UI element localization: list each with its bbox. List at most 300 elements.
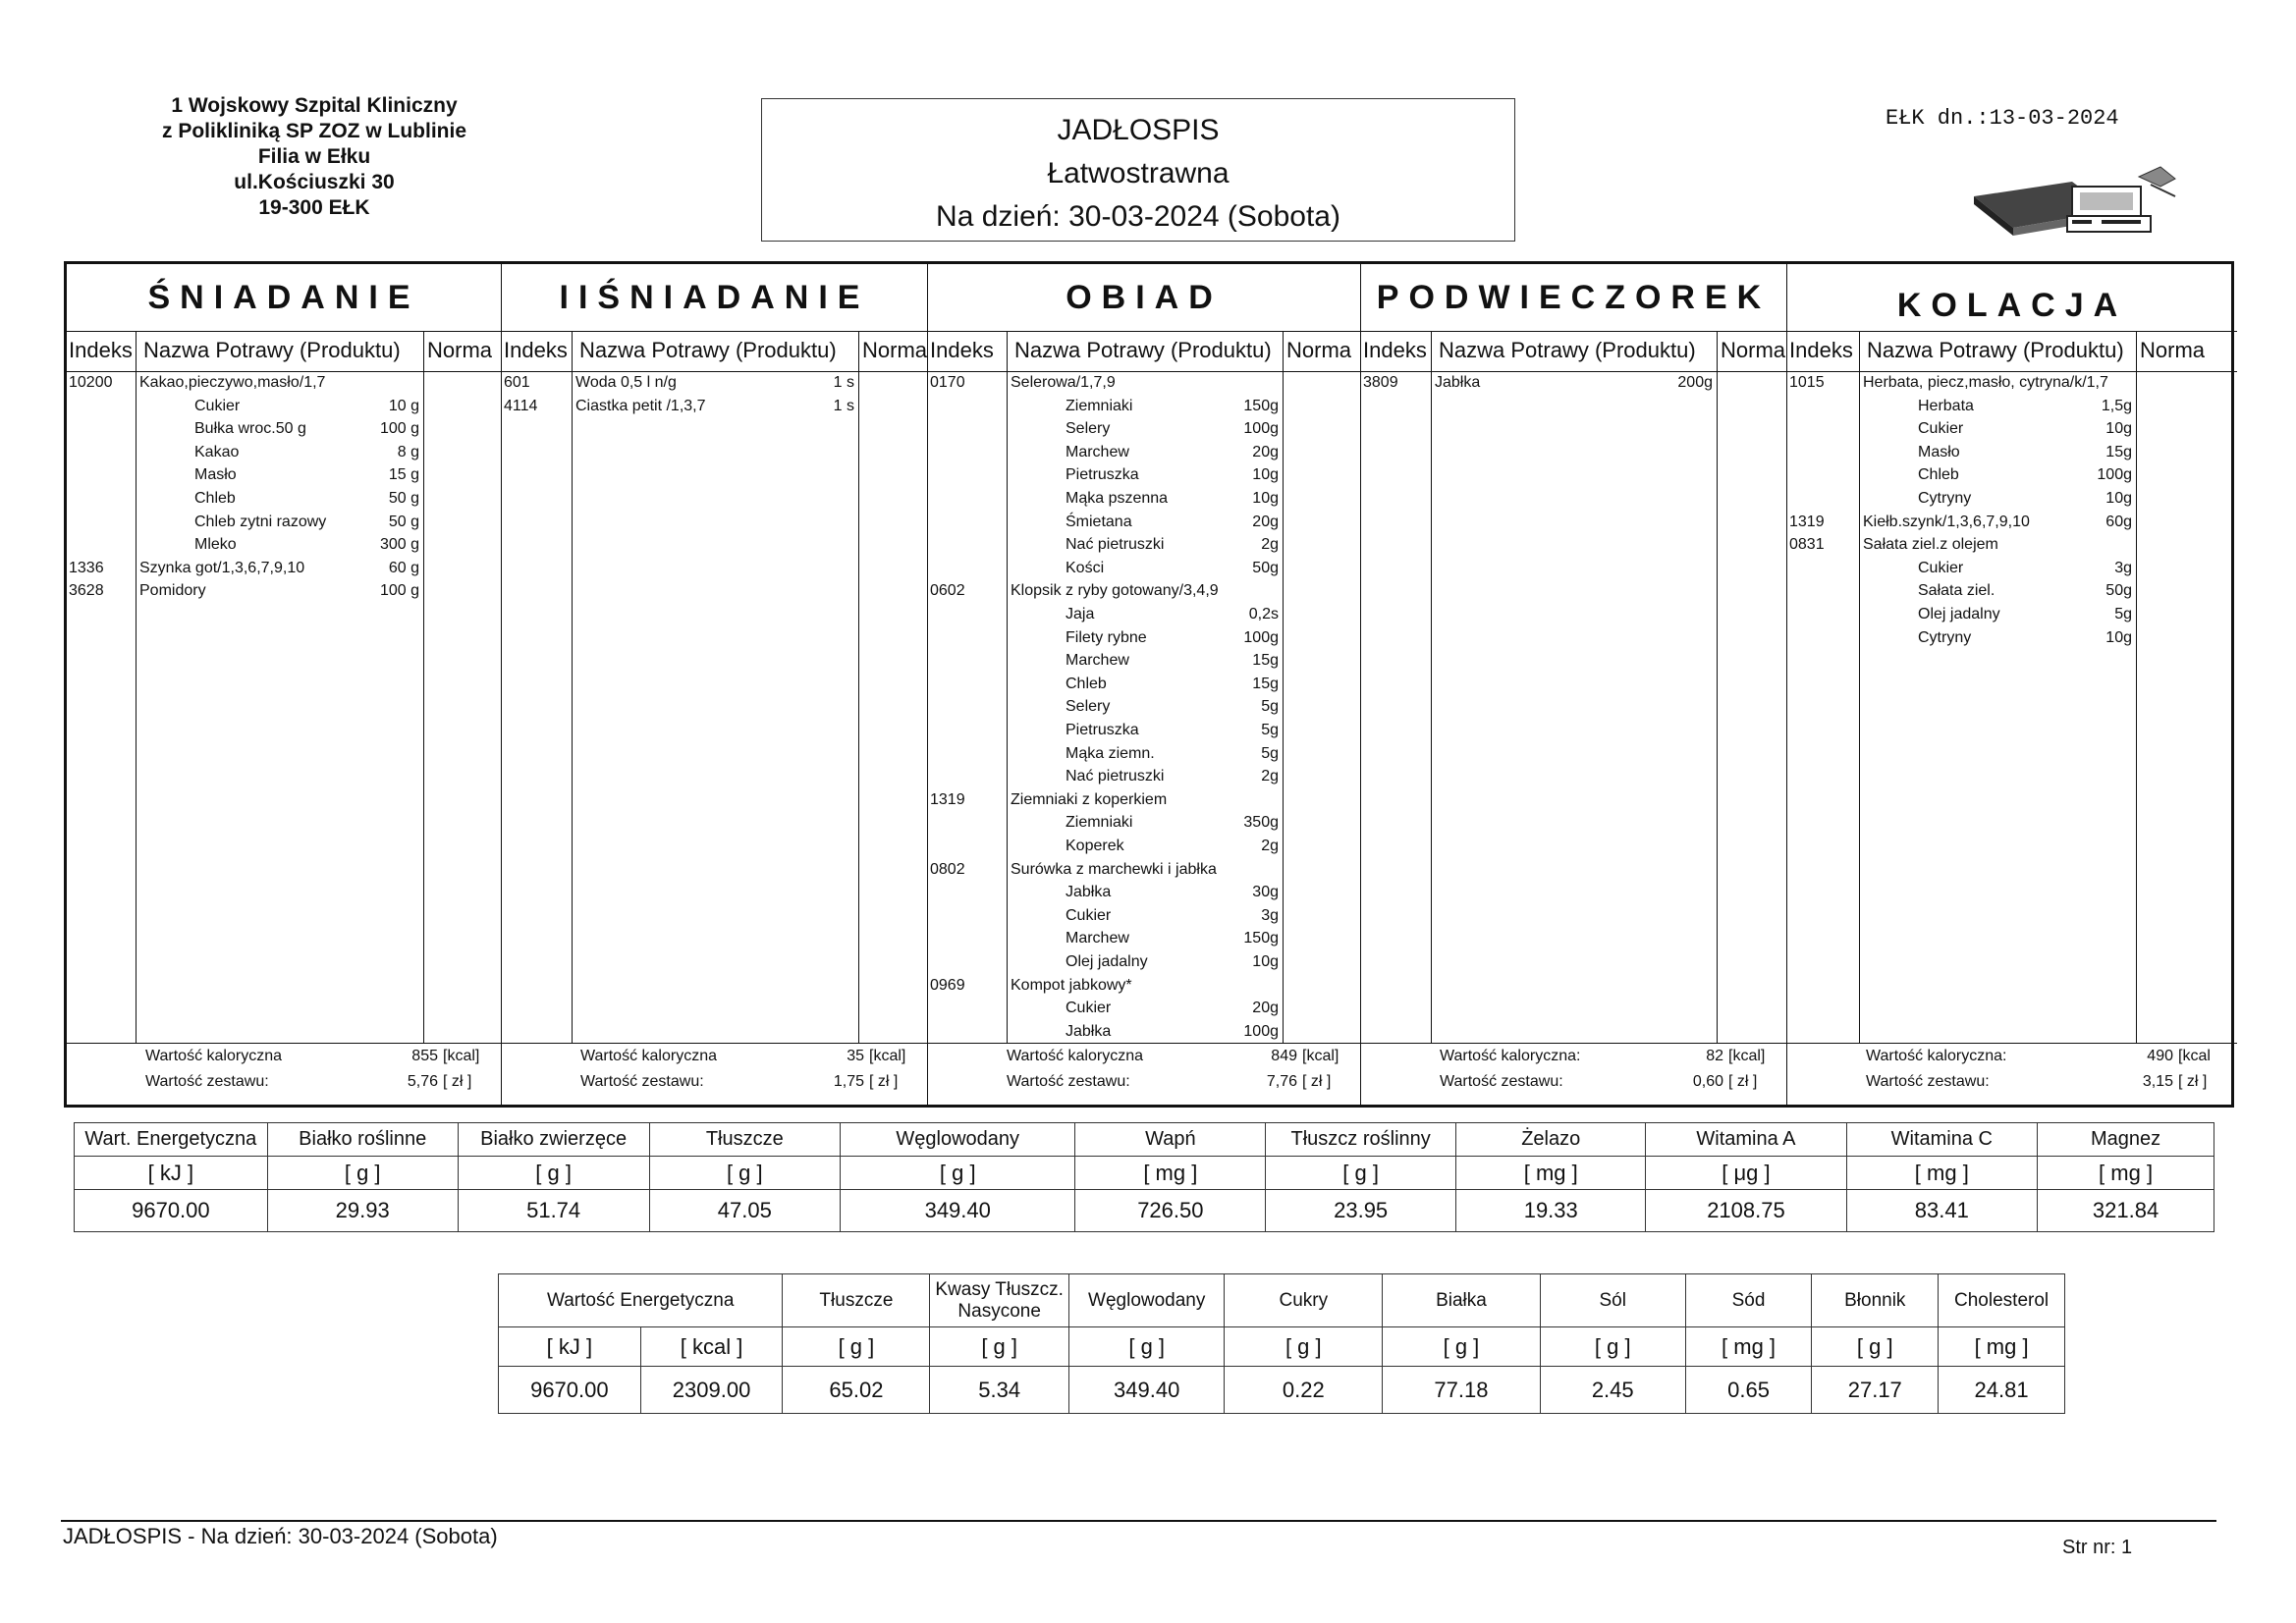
meal-item-row <box>928 838 1360 859</box>
nutrient-label: Węglowodany <box>1068 1274 1225 1327</box>
meal-item-row <box>928 930 1360 951</box>
meal-column <box>1787 264 2237 1105</box>
nutrient-unit: [ g ] <box>930 1327 1069 1367</box>
kcal-value: 82 <box>1706 1048 1723 1064</box>
item-norm: 50 g <box>388 490 419 507</box>
nutrient-value: 24.81 <box>1939 1367 2065 1414</box>
energy-kcal-unit: [ kcal ] <box>640 1327 783 1367</box>
cost-label: Wartość zestawu: <box>1007 1073 1130 1090</box>
column-headers <box>928 331 1360 372</box>
item-index: 10200 <box>69 374 113 391</box>
page-title: JADŁOSPIS <box>1057 114 1220 146</box>
item-index: 0170 <box>930 374 965 391</box>
meal-item-row <box>67 466 501 488</box>
meal-item-row <box>928 490 1360 512</box>
nutrient-label: Cukry <box>1225 1274 1383 1327</box>
menu-date: Na dzień: 30-03-2024 (Sobota) <box>936 200 1340 233</box>
hospital-branch: Filia w Ełku <box>257 145 371 168</box>
item-name: Sałata ziel. <box>1918 582 1995 600</box>
item-name: Bułka wroc.50 g <box>194 420 306 438</box>
nutrient-unit: [ g ] <box>649 1157 840 1190</box>
meal-item-row <box>1787 582 2237 604</box>
meal-item-row <box>928 907 1360 929</box>
kcal-unit: [kcal] <box>869 1048 906 1064</box>
item-norm: 5g <box>1261 744 1279 762</box>
column-headers <box>67 331 501 372</box>
meal-item-row <box>502 374 927 396</box>
hospital-street: ul.Kościuszki 30 <box>234 171 395 193</box>
cost-value: 5,76 <box>407 1073 438 1090</box>
item-norm: 60 g <box>388 559 419 576</box>
nutrient-value: 83.41 <box>1846 1190 2038 1232</box>
column-header-index: Indeks <box>504 338 568 362</box>
meal-title: KOLACJA <box>1896 287 2128 324</box>
meal-column <box>502 264 928 1105</box>
meal-item-row <box>928 676 1360 697</box>
item-name: Nać pietruszki <box>1066 536 1165 554</box>
item-norm: 10g <box>1252 953 1279 970</box>
meal-item-row <box>928 814 1360 836</box>
nutrient-label: Wart. Energetyczna <box>75 1123 268 1157</box>
item-norm: 15g <box>1252 652 1279 670</box>
nutrient-value: 321.84 <box>2038 1190 2214 1232</box>
nutrient-unit: [ mg ] <box>1846 1157 2038 1190</box>
item-name: Sałata ziel.z olejem <box>1863 536 1998 554</box>
item-name: Jabłka <box>1066 1022 1112 1040</box>
column-header-norm: Norma <box>1721 338 1786 362</box>
meal-item-row <box>928 560 1360 581</box>
item-index: 601 <box>504 374 530 391</box>
nutrient-unit: [ g ] <box>1383 1327 1541 1367</box>
meal-item-row <box>1787 536 2237 558</box>
item-norm: 15 g <box>388 466 419 484</box>
kcal-label: Wartość kaloryczna <box>580 1048 717 1064</box>
column-header-name: Nazwa Potrawy (Produktu) <box>143 338 401 362</box>
meal-totals <box>67 1043 501 1105</box>
column-header-norm: Norma <box>1286 338 1352 362</box>
nutrient-value: 77.18 <box>1383 1367 1541 1414</box>
item-norm: 1 s <box>833 397 854 414</box>
item-name: Selery <box>1066 698 1111 716</box>
meal-column <box>1361 264 1787 1105</box>
item-norm: 10g <box>1252 466 1279 484</box>
item-norm: 8 g <box>397 443 419 460</box>
column-header-index: Indeks <box>930 338 994 362</box>
meal-title: ŚNIADANIE <box>147 279 420 316</box>
item-norm: 10g <box>1252 490 1279 507</box>
kcal-label: Wartość kaloryczna: <box>1440 1048 1581 1064</box>
energy-label: Wartość Energetyczna <box>499 1274 783 1327</box>
kcal-unit: [kcal <box>2178 1048 2211 1064</box>
item-name: Marchew <box>1066 930 1129 947</box>
nutrient-label: Witamina A <box>1646 1123 1846 1157</box>
title-box <box>761 98 1515 242</box>
hospital-parent: z Polikliniką SP ZOZ w Lublinie <box>162 120 466 142</box>
item-index: 1336 <box>69 559 104 576</box>
item-name: Mąka ziemn. <box>1066 744 1155 762</box>
nutrient-label: Węglowodany <box>840 1123 1074 1157</box>
nutrition-label-table <box>498 1273 2065 1414</box>
kcal-value: 855 <box>411 1048 438 1064</box>
meal-item-row <box>67 374 501 396</box>
meal-item-row <box>928 698 1360 720</box>
meal-item-row <box>928 953 1360 975</box>
energy-kcal-value: 2309.00 <box>640 1367 783 1414</box>
meal-column <box>928 264 1361 1105</box>
item-name: Chleb <box>1066 675 1107 692</box>
cost-unit: [ zł ] <box>1302 1073 1332 1090</box>
item-norm: 10g <box>2105 628 2132 646</box>
meal-grid <box>64 261 2234 1108</box>
item-norm: 5g <box>1261 698 1279 716</box>
item-name: Olej jadalny <box>1918 606 2000 622</box>
item-name: Marchew <box>1066 652 1129 670</box>
nutrient-label: Białko roślinne <box>267 1123 458 1157</box>
nutrient-unit: [ mg ] <box>1075 1157 1266 1190</box>
cost-label: Wartość zestawu: <box>580 1073 704 1090</box>
item-name: Woda 0,5 l n/g <box>575 374 677 391</box>
nutrient-unit: [ g ] <box>840 1157 1074 1190</box>
meal-item-row <box>928 514 1360 535</box>
item-norm: 100 g <box>379 582 419 600</box>
item-name: Olej jadalny <box>1066 953 1148 970</box>
column-header-norm: Norma <box>2140 338 2206 362</box>
meal-item-row <box>67 490 501 512</box>
item-norm: 100g <box>2097 466 2132 484</box>
cost-label: Wartość zestawu: <box>1866 1073 1990 1090</box>
diet-name: Łatwostrawna <box>1047 157 1230 189</box>
nutrient-label: Białka <box>1383 1274 1541 1327</box>
column-header-index: Indeks <box>1789 338 1853 362</box>
item-name: Selery <box>1066 420 1111 438</box>
item-name: Cytryny <box>1918 628 1972 646</box>
cost-value: 0,60 <box>1692 1073 1723 1090</box>
item-name: Kości <box>1066 559 1105 576</box>
item-name: Cukier <box>1066 1000 1112 1017</box>
cost-label: Wartość zestawu: <box>145 1073 269 1090</box>
item-name: Ziemniaki <box>1066 814 1133 832</box>
meal-title: IIŚNIADANIE <box>559 279 870 316</box>
nutrient-unit: [ g ] <box>1540 1327 1685 1367</box>
meal-item-row <box>928 745 1360 767</box>
item-name: Herbata, piecz,masło, cytryna/k/1,7 <box>1863 374 2108 391</box>
nutrient-label: Tłuszcze <box>649 1123 840 1157</box>
meal-title: PODWIECZOREK <box>1376 279 1772 316</box>
item-norm: 5g <box>1261 722 1279 738</box>
cost-unit: [ zł ] <box>2178 1073 2208 1090</box>
meal-item-row <box>67 536 501 558</box>
issue-date-stamp: EŁK dn.:13-03-2024 <box>1886 106 2119 131</box>
item-name: Marchew <box>1066 443 1129 460</box>
item-norm: 15g <box>2105 443 2132 460</box>
item-norm: 20g <box>1252 443 1279 460</box>
nutrient-label: Kwasy Tłuszcz. Nasycone <box>930 1274 1069 1327</box>
column-headers <box>1361 331 1786 372</box>
meal-item-row <box>928 884 1360 905</box>
item-name: Śmietana <box>1066 513 1132 530</box>
item-name: Koperek <box>1066 838 1124 854</box>
item-name: Herbata <box>1918 397 1974 414</box>
meal-item-row <box>928 1023 1360 1045</box>
cost-unit: [ zł ] <box>443 1073 472 1090</box>
meal-item-row <box>67 560 501 581</box>
nutrient-unit: [ mg ] <box>1685 1327 1812 1367</box>
hospital-address <box>128 93 501 221</box>
meal-item-row <box>1787 420 2237 442</box>
item-name: Masło <box>1918 443 1960 460</box>
meal-item-row <box>1361 374 1786 396</box>
item-norm: 100 g <box>379 420 419 438</box>
kcal-label: Wartość kaloryczna: <box>1866 1048 2007 1064</box>
item-norm: 150g <box>1243 930 1279 947</box>
item-name: Jaja <box>1066 606 1095 622</box>
nutrient-unit: [ g ] <box>783 1327 930 1367</box>
nutrient-label: Sód <box>1685 1274 1812 1327</box>
item-name: Chleb zytni razowy <box>194 513 327 530</box>
nutrient-value: 5.34 <box>930 1367 1069 1414</box>
item-norm: 3g <box>1261 906 1279 924</box>
meal-item-row <box>1787 560 2237 581</box>
meal-item-row <box>928 652 1360 674</box>
meal-item-row <box>928 861 1360 883</box>
meal-totals <box>928 1043 1360 1105</box>
meal-item-row <box>928 444 1360 465</box>
item-norm: 2g <box>1261 838 1279 854</box>
item-name: Nać pietruszki <box>1066 768 1165 785</box>
energy-kj-value: 9670.00 <box>499 1367 641 1414</box>
column-divider <box>572 331 573 1044</box>
meal-item-row <box>1787 466 2237 488</box>
item-norm: 0,2s <box>1248 606 1279 622</box>
meal-title: OBIAD <box>1066 279 1223 316</box>
item-name: Pomidory <box>139 582 206 600</box>
nutrient-label: Sól <box>1540 1274 1685 1327</box>
meal-item-row <box>1787 490 2237 512</box>
item-name: Ziemniaki <box>1066 397 1133 414</box>
column-header-index: Indeks <box>69 338 133 362</box>
item-index: 1015 <box>1789 374 1825 391</box>
item-norm: 50 g <box>388 513 419 530</box>
meal-item-row <box>67 444 501 465</box>
column-divider <box>1717 331 1718 1044</box>
nutrient-value: 2108.75 <box>1646 1190 1846 1232</box>
item-name: Pietruszka <box>1066 722 1139 738</box>
meal-item-row <box>928 1000 1360 1021</box>
item-norm: 150g <box>1243 397 1279 414</box>
meal-totals <box>502 1043 927 1105</box>
meal-item-row <box>928 466 1360 488</box>
nutrient-label: Błonnik <box>1812 1274 1939 1327</box>
item-norm: 300 g <box>379 536 419 554</box>
item-norm: 3g <box>2114 559 2132 576</box>
item-name: Mąka pszenna <box>1066 490 1169 507</box>
item-name: Surówka z marchewki i jabłka <box>1011 860 1217 878</box>
meal-item-row <box>67 514 501 535</box>
book-computer-icon <box>1964 157 2190 245</box>
item-norm: 100g <box>1243 1022 1279 1040</box>
item-name: Ziemniaki z koperkiem <box>1011 790 1168 808</box>
meal-item-row <box>928 582 1360 604</box>
item-norm: 20g <box>1252 1000 1279 1017</box>
nutrient-unit: [ kJ ] <box>75 1157 268 1190</box>
column-headers <box>502 331 927 372</box>
item-norm: 1,5g <box>2101 397 2132 414</box>
cost-value: 7,76 <box>1266 1073 1297 1090</box>
nutrient-unit: [ mg ] <box>1456 1157 1646 1190</box>
column-divider <box>1431 331 1432 1044</box>
item-name: Jabłka <box>1435 374 1481 391</box>
nutrient-label: Witamina C <box>1846 1123 2038 1157</box>
nutrient-value: 47.05 <box>649 1190 840 1232</box>
nutrient-label: Cholesterol <box>1939 1274 2065 1327</box>
hospital-city: 19-300 EŁK <box>258 196 370 219</box>
kcal-value: 849 <box>1271 1048 1297 1064</box>
meal-item-row <box>1787 444 2237 465</box>
column-header-norm: Norma <box>427 338 493 362</box>
item-index: 3809 <box>1363 374 1398 391</box>
item-name: Kakao <box>194 443 240 460</box>
nutrient-unit: [ μg ] <box>1646 1157 1846 1190</box>
item-name: Cukier <box>1918 559 1964 576</box>
nutrient-value: 23.95 <box>1266 1190 1456 1232</box>
cost-value: 3,15 <box>2142 1073 2173 1090</box>
meal-item-row <box>1787 606 2237 627</box>
column-header-index: Indeks <box>1363 338 1427 362</box>
item-index: 4114 <box>504 397 538 414</box>
item-name: Pietruszka <box>1066 466 1139 484</box>
item-norm: 10g <box>2105 420 2132 438</box>
cost-unit: [ zł ] <box>1728 1073 1758 1090</box>
footer-divider <box>61 1520 2216 1522</box>
item-norm: 5g <box>2114 606 2132 622</box>
item-name: Jabłka <box>1066 884 1112 901</box>
kcal-unit: [kcal] <box>1302 1048 1339 1064</box>
meal-item-row <box>1787 398 2237 419</box>
nutrient-label: Magnez <box>2038 1123 2214 1157</box>
nutrient-unit: [ mg ] <box>1939 1327 2065 1367</box>
item-norm: 15g <box>1252 675 1279 692</box>
nutrient-value: 2.45 <box>1540 1367 1685 1414</box>
item-index: 1319 <box>1789 513 1825 530</box>
item-name: Masło <box>194 466 237 484</box>
nutrient-value: 9670.00 <box>75 1190 268 1232</box>
item-name: Szynka got/1,3,6,7,9,10 <box>139 559 305 576</box>
item-norm: 350g <box>1243 814 1279 832</box>
item-index: 0802 <box>930 860 965 878</box>
nutrient-unit: [ g ] <box>1266 1157 1456 1190</box>
meal-item-row <box>67 582 501 604</box>
nutrient-value: 19.33 <box>1456 1190 1646 1232</box>
meal-item-row <box>928 536 1360 558</box>
meal-item-row <box>928 398 1360 419</box>
meal-item-row <box>1787 629 2237 651</box>
meal-item-row <box>67 420 501 442</box>
meal-totals <box>1361 1043 1786 1105</box>
meal-item-row <box>928 374 1360 396</box>
meal-column <box>67 264 502 1105</box>
nutrient-unit: [ g ] <box>458 1157 649 1190</box>
item-name: Selerowa/1,7,9 <box>1011 374 1116 391</box>
nutrient-unit: [ g ] <box>1812 1327 1939 1367</box>
cost-unit: [ zł ] <box>869 1073 899 1090</box>
kcal-label: Wartość kaloryczna <box>145 1048 282 1064</box>
meal-item-row <box>1787 514 2237 535</box>
nutrient-value: 349.40 <box>1068 1367 1225 1414</box>
kcal-unit: [kcal] <box>443 1048 480 1064</box>
meal-item-row <box>928 420 1360 442</box>
kcal-value: 35 <box>847 1048 864 1064</box>
item-name: Cukier <box>1066 906 1112 924</box>
column-divider <box>858 331 859 1044</box>
item-name: Kakao,pieczywo,masło/1,7 <box>139 374 326 391</box>
item-norm: 100g <box>1243 628 1279 646</box>
item-norm: 60g <box>2105 513 2132 530</box>
cost-value: 1,75 <box>833 1073 864 1090</box>
meal-item-row <box>67 398 501 419</box>
column-header-norm: Norma <box>862 338 928 362</box>
meal-item-row <box>928 768 1360 789</box>
meal-totals <box>1787 1043 2237 1105</box>
nutrient-value: 0.22 <box>1225 1367 1383 1414</box>
nutrient-label: Wapń <box>1075 1123 1266 1157</box>
item-name: Ciastka petit /1,3,7 <box>575 397 706 414</box>
cost-label: Wartość zestawu: <box>1440 1073 1563 1090</box>
item-name: Cytryny <box>1918 490 1972 507</box>
page-number: Str nr: 1 <box>2062 1537 2133 1558</box>
item-name: Kiełb.szynk/1,3,6,7,9,10 <box>1863 513 2030 530</box>
item-index: 0602 <box>930 582 965 600</box>
item-norm: 200g <box>1677 374 1713 391</box>
column-headers <box>1787 331 2237 372</box>
item-name: Filety rybne <box>1066 628 1147 646</box>
item-name: Chleb <box>194 490 236 507</box>
item-norm: 10 g <box>388 397 419 414</box>
footer-title: JADŁOSPIS - Na dzień: 30-03-2024 (Sobota) <box>63 1524 498 1548</box>
nutrient-value: 27.17 <box>1812 1367 1939 1414</box>
nutrient-value: 65.02 <box>783 1367 930 1414</box>
item-norm: 1 s <box>833 374 854 391</box>
meal-item-row <box>928 606 1360 627</box>
item-name: Cukier <box>1918 420 1964 438</box>
column-header-name: Nazwa Potrawy (Produktu) <box>579 338 837 362</box>
kcal-unit: [kcal] <box>1728 1048 1766 1064</box>
nutrient-value: 726.50 <box>1075 1190 1266 1232</box>
column-header-name: Nazwa Potrawy (Produktu) <box>1014 338 1272 362</box>
nutrition-table <box>74 1122 2214 1232</box>
item-norm: 10g <box>2105 490 2132 507</box>
item-norm: 100g <box>1243 420 1279 438</box>
nutrient-value: 0.65 <box>1685 1367 1812 1414</box>
nutrient-unit: [ g ] <box>1068 1327 1225 1367</box>
nutrient-label: Tłuszcze <box>783 1274 930 1327</box>
column-header-name: Nazwa Potrawy (Produktu) <box>1867 338 2124 362</box>
item-index: 1319 <box>930 790 965 808</box>
nutrient-value: 349.40 <box>840 1190 1074 1232</box>
nutrient-label: Tłuszcz roślinny <box>1266 1123 1456 1157</box>
item-name: Kompot jabkowy* <box>1011 976 1132 994</box>
kcal-label: Wartość kaloryczna <box>1007 1048 1143 1064</box>
item-norm: 2g <box>1261 536 1279 554</box>
item-index: 0831 <box>1789 536 1825 554</box>
meal-item-row <box>502 398 927 419</box>
meal-item-row <box>928 629 1360 651</box>
meal-item-row <box>1787 374 2237 396</box>
item-name: Chleb <box>1918 466 1959 484</box>
item-norm: 2g <box>1261 768 1279 785</box>
column-header-name: Nazwa Potrawy (Produktu) <box>1439 338 1696 362</box>
nutrient-unit: [ mg ] <box>2038 1157 2214 1190</box>
meal-item-row <box>928 791 1360 813</box>
